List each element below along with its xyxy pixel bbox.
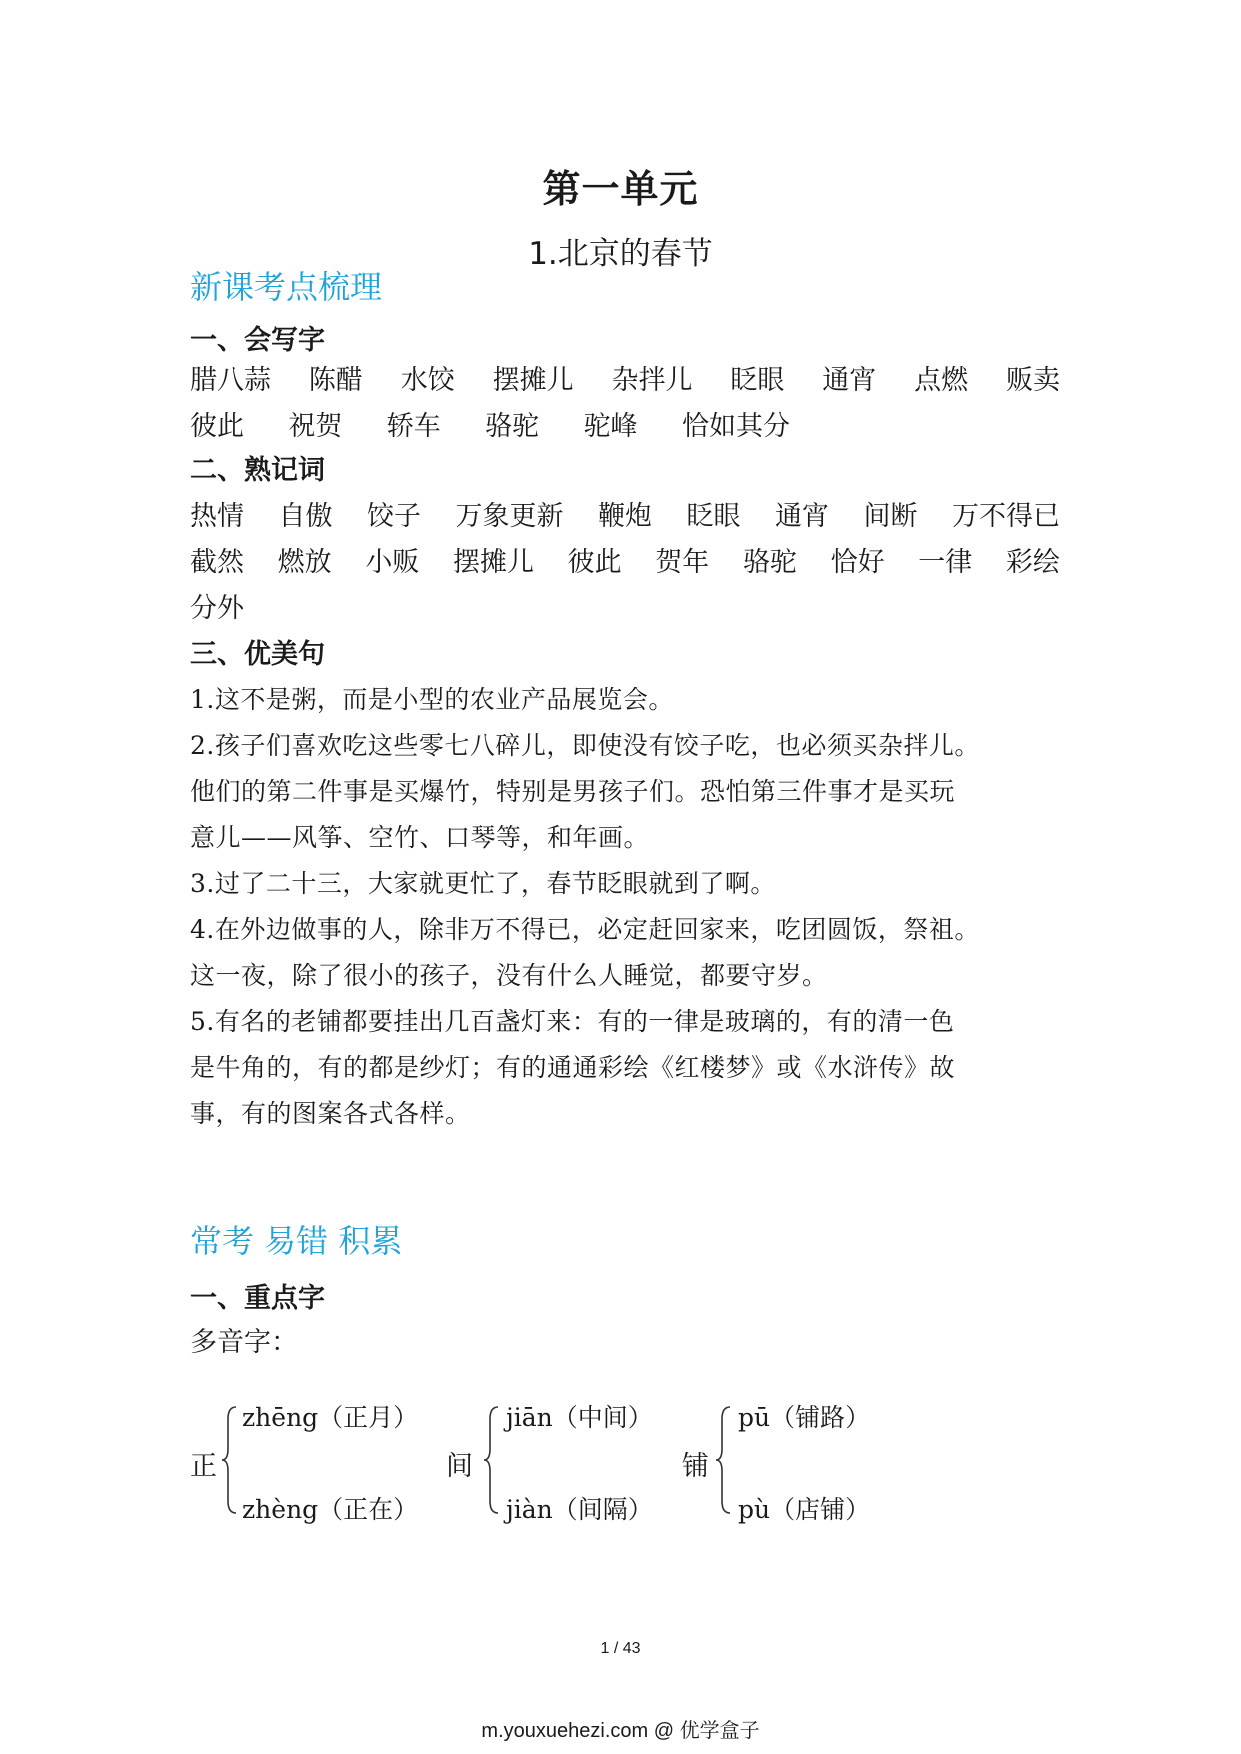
word: 间断 bbox=[863, 501, 918, 532]
sentence-line: 是牛角的，有的都是纱灯；有的通通彩绘《红楼梦》或《水浒传》故 bbox=[190, 1053, 956, 1082]
write-chars-row-1 bbox=[190, 358, 1060, 397]
lesson-title: 1.北京的春节 bbox=[528, 236, 713, 272]
word: 截然 bbox=[190, 547, 244, 578]
brace-icon bbox=[484, 1405, 500, 1515]
word: 腊八蒜 bbox=[190, 365, 271, 396]
page-number: 1 / 43 bbox=[600, 1640, 641, 1657]
word: 贺年 bbox=[655, 547, 710, 578]
sentence-line: 事，有的图案各式各样。 bbox=[190, 1099, 471, 1128]
word: 通宵 bbox=[822, 365, 877, 396]
sentence-line: 这一夜，除了很小的孩子，没有什么人睡觉，都要守岁。 bbox=[190, 961, 828, 990]
polyphone-reading-bottom: pù（店铺） bbox=[738, 1495, 871, 1524]
word: 万象更新 bbox=[455, 501, 564, 532]
word: 一律 bbox=[918, 547, 973, 578]
sentence-line: 3.过了二十三，大家就更忙了，春节眨眼就到了啊。 bbox=[190, 869, 776, 898]
word: 骆驼 bbox=[742, 547, 797, 578]
word: 恰如其分 bbox=[681, 411, 790, 442]
word: 热情 bbox=[190, 501, 244, 532]
word: 彼此 bbox=[190, 411, 244, 442]
polyphone-reading-bottom: jiàn（间隔） bbox=[506, 1495, 653, 1524]
word: 水饺 bbox=[400, 365, 455, 396]
brace-icon bbox=[222, 1405, 238, 1515]
heading-key-chars: 一、重点字 bbox=[190, 1283, 325, 1314]
polyphone-reading-top: pū（铺路） bbox=[738, 1403, 871, 1432]
section-title-common-errors: 常考 易错 积累 bbox=[190, 1222, 403, 1260]
word: 眨眼 bbox=[686, 501, 741, 532]
polyphone-char: 铺 bbox=[682, 1451, 709, 1482]
sentence-line: 他们的第二件事是买爆竹，特别是男孩子们。恐怕第三件事才是买玩 bbox=[190, 777, 956, 806]
word: 彼此 bbox=[567, 547, 622, 578]
word: 骆驼 bbox=[485, 411, 540, 442]
word: 摆摊儿 bbox=[492, 365, 574, 396]
polyphone-label: 多音字： bbox=[190, 1327, 298, 1358]
sentence-line: 5.有名的老铺都要挂出几百盏灯来：有的一律是玻璃的，有的清一色 bbox=[190, 1007, 955, 1036]
word: 贩卖 bbox=[1006, 365, 1060, 396]
word: 小贩 bbox=[365, 547, 420, 578]
word: 驼峰 bbox=[583, 411, 638, 442]
heading-sentences: 三、优美句 bbox=[190, 639, 325, 670]
unit-title: 第一单元 bbox=[542, 167, 699, 211]
word: 点燃 bbox=[914, 365, 969, 396]
sentence-line: 2.孩子们喜欢吃这些零七八碎儿，即使没有饺子吃，也必须买杂拌儿。 bbox=[190, 731, 980, 760]
polyphone-char: 间 bbox=[446, 1451, 473, 1482]
word: 饺子 bbox=[367, 501, 421, 532]
brace-icon bbox=[716, 1405, 732, 1515]
heading-write-chars: 一、会写字 bbox=[190, 325, 325, 356]
memorize-row-2 bbox=[190, 540, 1060, 579]
word: 自傲 bbox=[278, 501, 333, 532]
polyphone-reading-top: zhēng（正月） bbox=[242, 1403, 419, 1432]
write-chars-row-2 bbox=[190, 404, 790, 443]
word: 彩绘 bbox=[1005, 547, 1060, 578]
polyphone-char: 正 bbox=[190, 1451, 217, 1482]
word: 陈醋 bbox=[308, 365, 363, 396]
footer-site-link[interactable]: m.youxuehezi.com @ 优学盒子 bbox=[481, 1720, 760, 1742]
heading-memorize-words: 二、熟记词 bbox=[190, 455, 325, 486]
polyphone-reading-bottom: zhèng（正在） bbox=[242, 1495, 419, 1524]
word: 分外 bbox=[190, 593, 244, 624]
word: 燃放 bbox=[277, 547, 332, 578]
polyphone-reading-top: jiān（中间） bbox=[506, 1403, 653, 1432]
word: 眨眼 bbox=[730, 365, 785, 396]
word: 万不得已 bbox=[952, 501, 1060, 532]
word: 杂拌儿 bbox=[611, 365, 693, 396]
sentence-line: 意儿——风筝、空竹、口琴等，和年画。 bbox=[190, 823, 650, 852]
word: 鞭炮 bbox=[598, 501, 652, 532]
memorize-row-3 bbox=[190, 586, 1060, 625]
word: 祝贺 bbox=[288, 411, 343, 442]
word: 轿车 bbox=[386, 411, 441, 442]
sentence-line: 1.这不是粥，而是小型的农业产品展览会。 bbox=[190, 685, 674, 714]
sentence-line: 4.在外边做事的人，除非万不得已，必定赶回家来，吃团圆饭，祭祖。 bbox=[190, 915, 980, 944]
memorize-row-1 bbox=[190, 494, 1060, 533]
word: 恰好 bbox=[830, 547, 885, 578]
word: 摆摊儿 bbox=[452, 547, 534, 578]
section-title-new-lesson: 新课考点梳理 bbox=[190, 268, 383, 306]
word: 通宵 bbox=[775, 501, 829, 532]
